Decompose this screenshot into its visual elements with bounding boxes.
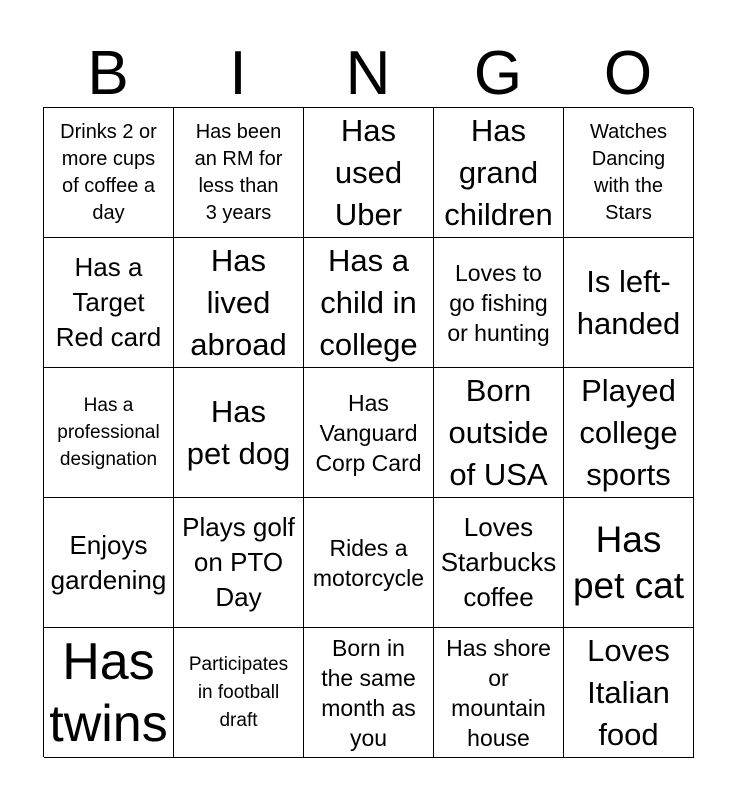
bingo-cell[interactable] [564,238,694,368]
cell-label: Has twins [49,632,168,753]
cell-label: Has Vanguard Corp Card [315,389,422,476]
bingo-cell[interactable] [434,368,564,498]
cell-label: Loves to go fishing or hunting [447,259,550,346]
bingo-cell[interactable] [44,628,174,758]
cell-label: Has pet dog [186,393,291,471]
cell-label: Has shore or mountain house [446,634,551,751]
cell-label: Participates in football draft [188,653,289,731]
cell-label: Has used Uber [334,112,403,232]
cell-label: Born in the same month as you [321,634,416,751]
cell-label: Enjoys gardening [50,529,167,595]
cell-label: Loves Starbucks coffee [440,512,557,612]
cell-label: Has been an RM for less than 3 years [194,120,283,224]
bingo-cell[interactable] [44,368,174,498]
bingo-cell[interactable] [304,498,434,628]
bingo-cell[interactable] [564,368,694,498]
header-letter-o: O [603,39,653,108]
bingo-cell[interactable] [434,238,564,368]
bingo-cell[interactable] [564,498,694,628]
bingo-cell[interactable] [304,368,434,498]
cell-label: Plays golf on PTO Day [182,512,295,612]
header-letter-g: G [473,39,523,108]
bingo-cell[interactable] [44,238,174,368]
header-letter-n: N [345,39,391,108]
bingo-cell[interactable] [174,108,304,238]
bingo-cell[interactable] [434,628,564,758]
cell-label: Played college sports [579,372,678,492]
bingo-cell[interactable] [174,238,304,368]
cell-label: Has grand children [444,112,553,232]
bingo-cell[interactable] [174,368,304,498]
cell-label: Has a Target Red card [55,252,162,352]
cell-label: Drinks 2 or more cups of coffee a day [60,120,157,224]
bingo-cell[interactable] [174,628,304,758]
cell-label: Has pet cat [572,518,685,606]
bingo-cell[interactable] [44,108,174,238]
cell-label: Has a professional designation [57,395,160,470]
bingo-cell[interactable] [304,238,434,368]
bingo-header [43,40,693,108]
bingo-board [43,107,693,757]
bingo-cell[interactable] [304,628,434,758]
header-letter-b: B [87,39,129,108]
cell-label: Has lived abroad [190,242,287,362]
bingo-cell[interactable] [434,498,564,628]
cell-label: Loves Italian food [587,632,670,752]
bingo-cell[interactable] [44,498,174,628]
cell-label: Has a child in college [319,242,418,362]
cell-label: Rides a motorcycle [312,534,425,591]
bingo-cell[interactable] [564,108,694,238]
cell-label: Is left- handed [576,263,681,341]
bingo-cell[interactable] [174,498,304,628]
bingo-cell[interactable] [434,108,564,238]
cell-label: Watches Dancing with the Stars [589,120,668,224]
header-letter-i: I [229,39,247,108]
bingo-cell[interactable] [564,628,694,758]
cell-label: Born outside of USA [448,372,549,492]
bingo-cell[interactable] [304,108,434,238]
